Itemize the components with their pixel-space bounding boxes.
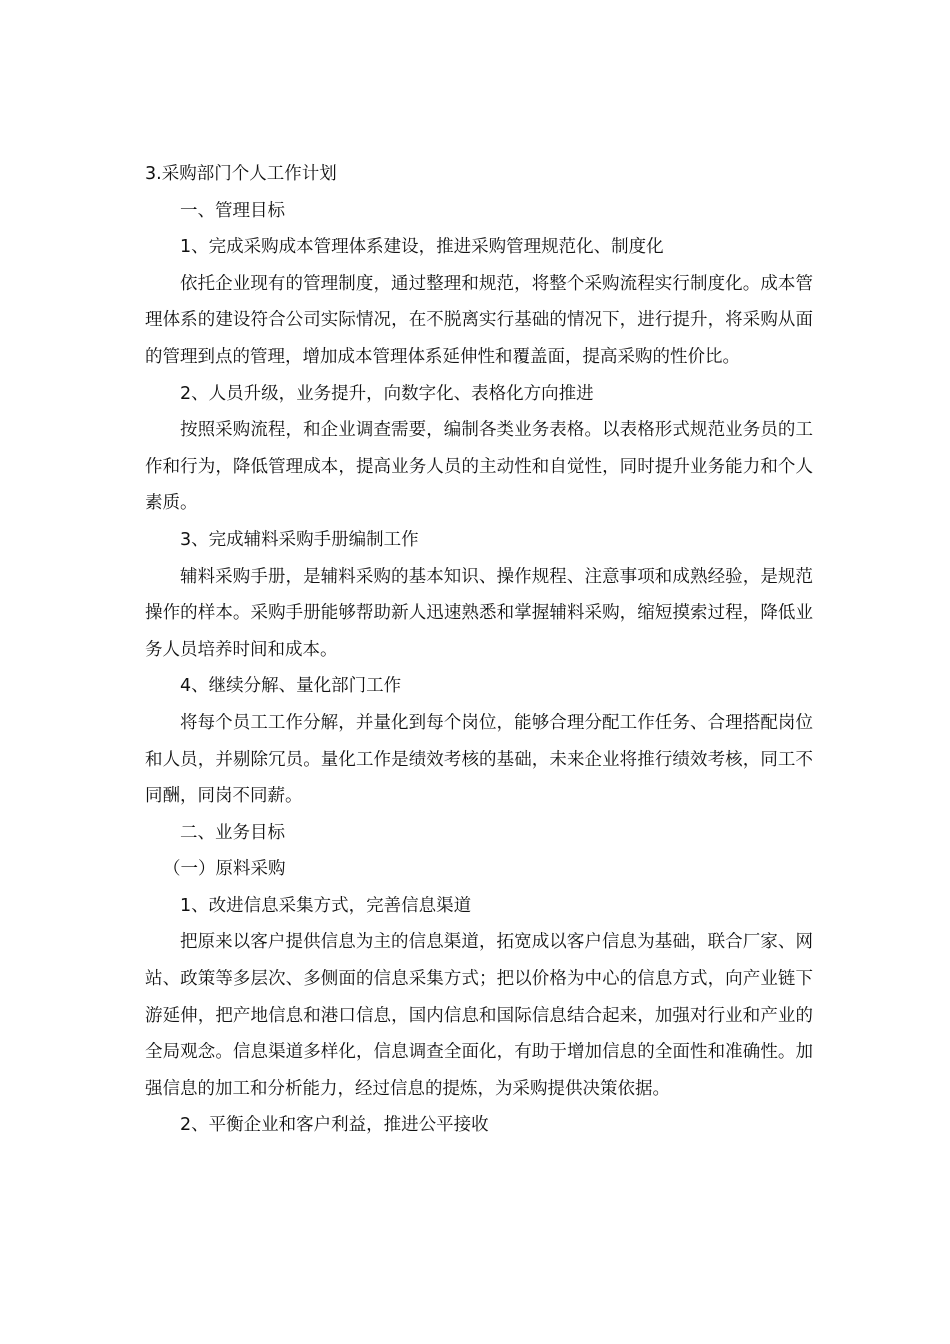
- item-heading-1: 1、完成采购成本管理体系建设，推进采购管理规范化、制度化: [180, 237, 664, 258]
- item-heading-6: 2、平衡企业和客户利益，推进公平接收: [180, 1115, 489, 1136]
- paragraph-2: 按照采购流程，和企业调查需要，编制各类业务表格。以表格形式规范业务员的工作和行为，降低管理成本，提高业务人员的主动性和自觉性，同时提升业务能力和个人素质。: [145, 420, 813, 514]
- paragraph-3: 辅料采购手册，是辅料采购的基本知识、操作规程、注意事项和成熟经验，是规范操作的样本。采购手册能够帮助新人迅速熟悉和掌握辅料采购，缩短摸索过程，降低业务人员培养时间和成本。: [145, 566, 813, 660]
- subsection-heading-raw-material: （一）原料采购: [163, 859, 286, 880]
- paragraph-1: 依托企业现有的管理制度，通过整理和规范，将整个采购流程实行制度化。成本管理体系的建设符合公司实际情况，在不脱离实行基础的情况下，进行提升，将采购从面的管理到点的管理，增加成本管理体系延伸性和覆盖面，提高采购的性价比。: [145, 273, 813, 367]
- paragraph-4: 将每个员工工作分解，并量化到每个岗位，能够合理分配工作任务、合理搭配岗位和人员，并剔除冗员。量化工作是绩效考核的基础，未来企业将推行绩效考核，同工不同酬，同岗不同薪。: [145, 712, 813, 807]
- document-title: 3.采购部门个人工作计划: [145, 164, 337, 184]
- section-heading-business: 二、业务目标: [180, 822, 285, 843]
- item-heading-4: 4、继续分解、量化部门工作: [180, 676, 402, 697]
- document-page: [145, 156, 813, 1144]
- item-heading-5: 1、改进信息采集方式，完善信息渠道: [180, 895, 472, 916]
- item-heading-2: 2、人员升级，业务提升，向数字化、表格化方向推进: [180, 383, 594, 404]
- item-heading-3: 3、完成辅料采购手册编制工作: [180, 529, 419, 550]
- section-heading-management: 一、管理目标: [180, 200, 285, 221]
- paragraph-5: 把原来以客户提供信息为主的信息渠道，拓宽成以客户信息为基础，联合厂家、网站、政策等多层次、多侧面的信息采集方式；把以价格为中心的信息方式，向产业链下游延伸，把产地信息和港口信息，国内信息和国际信息结合起来，加强对行业和产业的全局观念。信息渠道多样化，信息调查全面化，有助于增加信息的全面性和准确性。加强信息的加工和分析能力，经过信息的提炼，为采购提供决策依据。: [145, 932, 813, 1099]
